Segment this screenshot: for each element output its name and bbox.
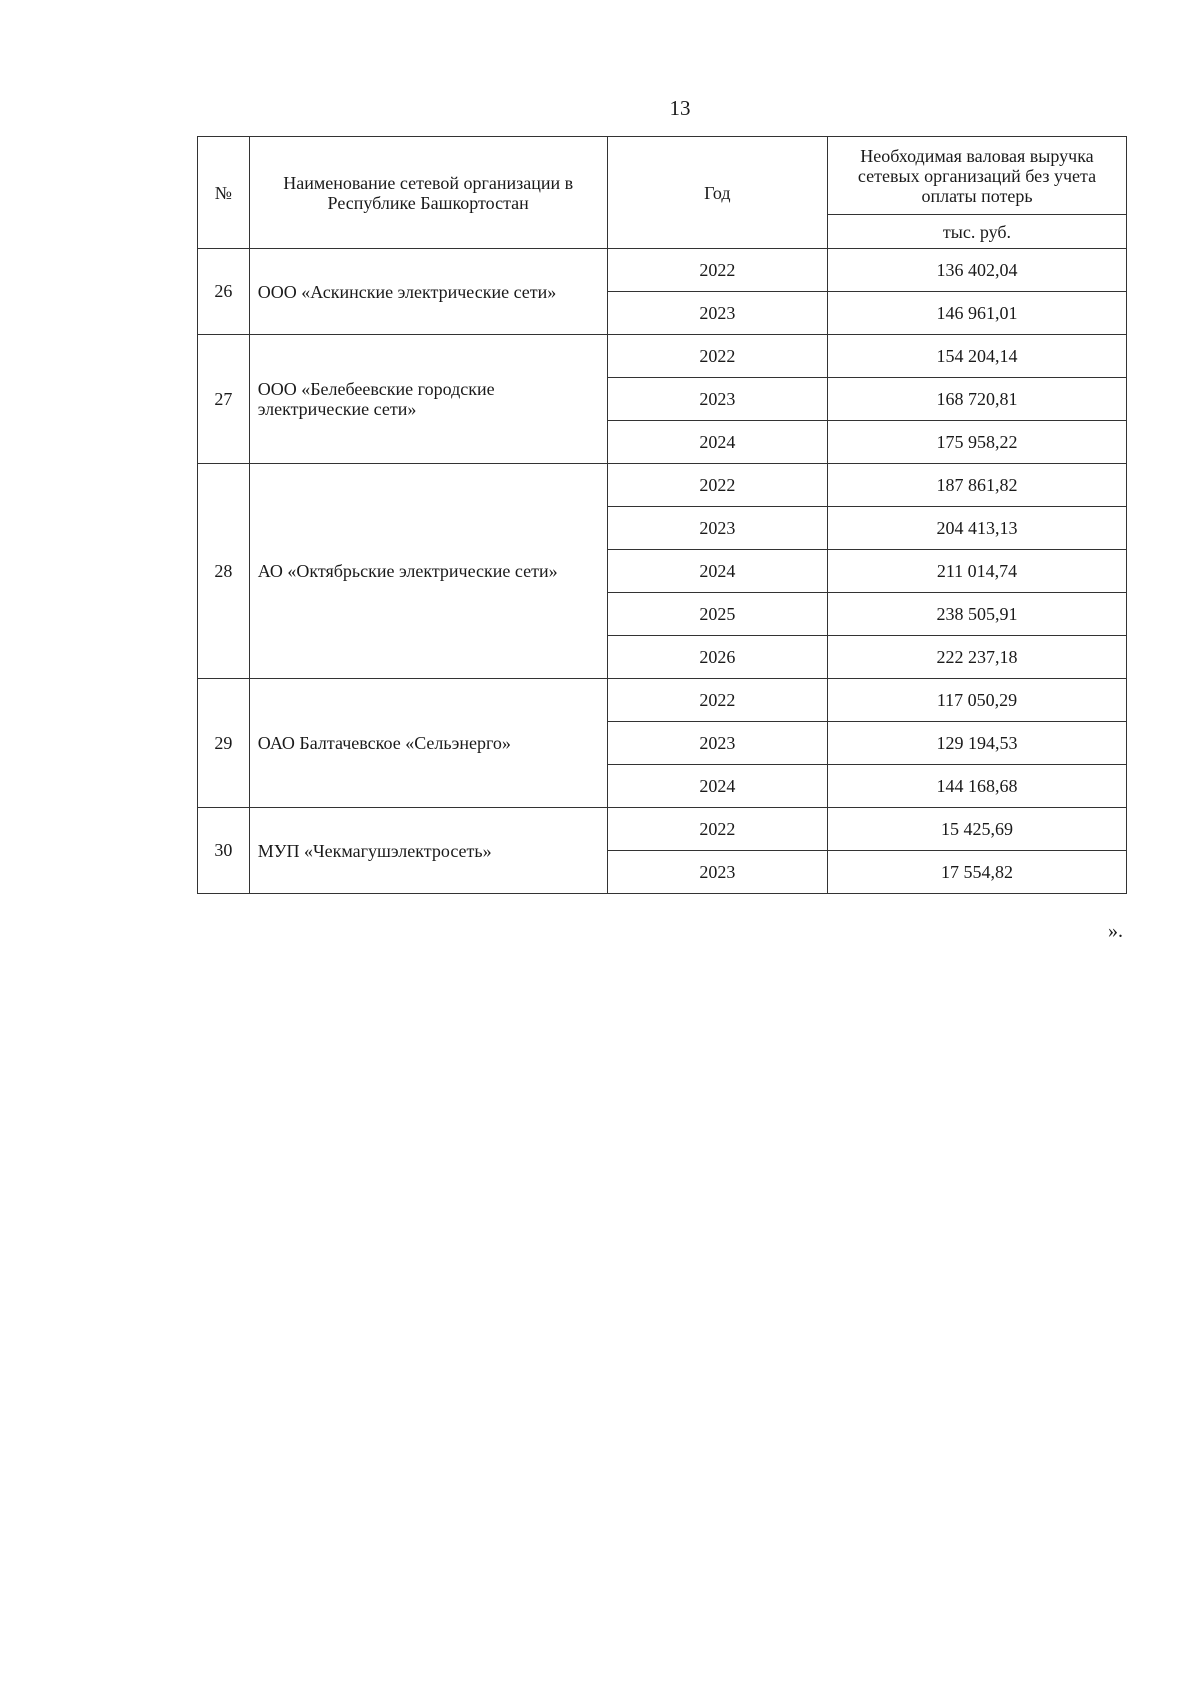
year-cell: 2023 xyxy=(607,507,827,550)
revenue-value-cell: 168 720,81 xyxy=(828,378,1127,421)
revenue-value-cell: 17 554,82 xyxy=(828,851,1127,894)
year-cell: 2023 xyxy=(607,292,827,335)
revenue-value-cell: 175 958,22 xyxy=(828,421,1127,464)
year-cell: 2024 xyxy=(607,765,827,808)
header-organization-name: Наименование сетевой организации в Республике Башкортостан xyxy=(249,137,607,249)
revenue-value-cell: 129 194,53 xyxy=(828,722,1127,765)
year-cell: 2024 xyxy=(607,421,827,464)
year-cell: 2023 xyxy=(607,378,827,421)
table-row xyxy=(198,335,1127,378)
table-row xyxy=(198,249,1127,292)
network-revenue-table xyxy=(197,136,1127,894)
table-row xyxy=(198,464,1127,507)
header-year: Год xyxy=(607,137,827,249)
header-unit: тыс. руб. xyxy=(828,215,1127,249)
organization-name: ОАО Балтачевское «Сельэнерго» xyxy=(249,679,607,808)
revenue-value-cell: 154 204,14 xyxy=(828,335,1127,378)
revenue-value-cell: 144 168,68 xyxy=(828,765,1127,808)
revenue-value-cell: 117 050,29 xyxy=(828,679,1127,722)
header-revenue: Необходимая валовая выручка сетевых организаций без учета оплаты потерь xyxy=(828,137,1127,215)
revenue-value-cell: 187 861,82 xyxy=(828,464,1127,507)
row-number: 28 xyxy=(198,464,250,679)
year-cell: 2022 xyxy=(607,249,827,292)
organization-name: МУП «Чекмагушэлектросеть» xyxy=(249,808,607,894)
header-number: № xyxy=(198,137,250,249)
revenue-value-cell: 211 014,74 xyxy=(828,550,1127,593)
table-row xyxy=(198,679,1127,722)
year-cell: 2022 xyxy=(607,679,827,722)
revenue-value-cell: 238 505,91 xyxy=(828,593,1127,636)
organization-name: ООО «Аскинские электрические сети» xyxy=(249,249,607,335)
year-cell: 2026 xyxy=(607,636,827,679)
table-row xyxy=(198,808,1127,851)
organization-name: АО «Октябрьские электрические сети» xyxy=(249,464,607,679)
row-number: 30 xyxy=(198,808,250,894)
year-cell: 2024 xyxy=(607,550,827,593)
row-number: 27 xyxy=(198,335,250,464)
year-cell: 2022 xyxy=(607,808,827,851)
row-number: 29 xyxy=(198,679,250,808)
row-number: 26 xyxy=(198,249,250,335)
year-cell: 2022 xyxy=(607,464,827,507)
table-body xyxy=(198,249,1127,894)
year-cell: 2025 xyxy=(607,593,827,636)
year-cell: 2023 xyxy=(607,851,827,894)
revenue-value-cell: 146 961,01 xyxy=(828,292,1127,335)
organization-name: ООО «Белебеевские городские электрические сети» xyxy=(249,335,607,464)
page-number: 13 xyxy=(669,96,691,120)
year-cell: 2022 xyxy=(607,335,827,378)
revenue-value-cell: 222 237,18 xyxy=(828,636,1127,679)
revenue-value-cell: 204 413,13 xyxy=(828,507,1127,550)
closing-quote-mark: ». xyxy=(1108,920,1123,942)
revenue-value-cell: 136 402,04 xyxy=(828,249,1127,292)
year-cell: 2023 xyxy=(607,722,827,765)
revenue-value-cell: 15 425,69 xyxy=(828,808,1127,851)
